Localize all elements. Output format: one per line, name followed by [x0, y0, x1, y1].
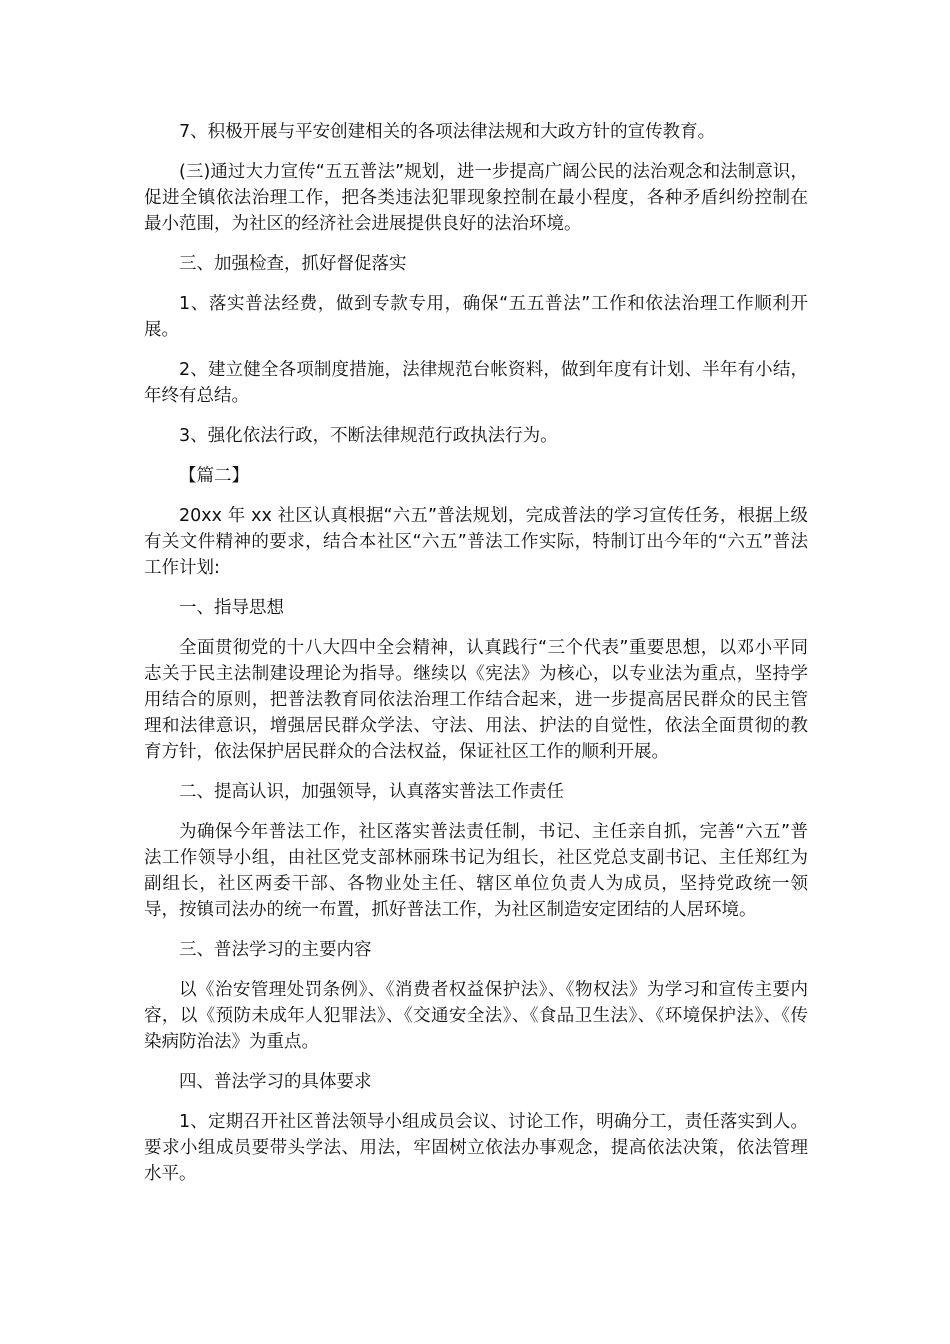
paragraph-intro: 20xx 年 xx 社区认真根据“六五”普法规划，完成普法的学习宣传任务，根据上级有关文件精神的要求，结合本社区“六五”普法工作实际，特制订出今年的“六五”普法工作计划:: [144, 506, 808, 578]
paragraph-section-3-legal-awareness: (三)通过大力宣传“五五普法”规划，进一步提高广阔公民的法治观念和法制意识，促进全镇依法治理工作，把各类违法犯罪现象控制在最小程度，各种矛盾纠纷控制在最小范围，为社区的经济社会进展提供良好的法治环境。: [144, 162, 808, 234]
heading-leadership: 二、提高认识，加强领导，认真落实普法工作责任: [179, 782, 564, 802]
heading-guiding-ideology: 一、指导思想: [179, 598, 284, 618]
heading-part-two: 【篇二】: [179, 466, 249, 486]
paragraph-item-7: 7、积极开展与平安创建相关的各项法律法规和大政方针的宣传教育。: [179, 122, 716, 142]
paragraph-leadership: 为确保今年普法工作，社区落实普法责任制，书记、主任亲自抓，完善“六五”普法工作领导小组，由社区党支部林丽珠书记为组长，社区党总支副书记、主任郑红为副组长，社区两委干部、各物业处主任、辖区单位负责人为成员，坚持党政统一领导，按镇司法办的统一布置，抓好普法工作，为社区制造安定团结的人居环境。: [144, 822, 808, 920]
paragraph-guiding-ideology: 全面贯彻党的十八大四中全会精神，认真践行“三个代表”重要思想，以邓小平同志关于民主法制建设理论为指导。继续以《宪法》为核心，以专业法为重点，坚持学用结合的原则，把普法教育同依法治理工作结合起来，进一步提高居民群众的民主管理和法律意识，增强居民群众学法、守法、用法、护法的自觉性，依法全面贯彻的教育方针，依法保护居民群众的合法权益，保证社区工作的顺利开展。: [144, 638, 808, 762]
heading-specific-requirements: 四、普法学习的具体要求: [179, 1072, 372, 1092]
document-body: [144, 119, 808, 1201]
paragraph-administration: 3、强化依法行政，不断法律规范行政执法行为。: [179, 426, 558, 446]
heading-strengthen-inspection: 三、加强检查，抓好督促落实: [179, 254, 407, 274]
paragraph-systems: 2、建立健全各项制度措施，法律规范台帐资料，做到年度有计划、半年有小结，年终有总结。: [144, 360, 808, 406]
paragraph-meetings: 1、定期召开社区普法领导小组成员会议、讨论工作，明确分工，责任落实到人。要求小组成员要带头学法、用法，牢固树立依法办事观念，提高依法决策，依法管理水平。: [144, 1112, 808, 1184]
paragraph-funding: 1、落实普法经费，做到专款专用，确保“五五普法”工作和依法治理工作顺利开展。: [144, 294, 808, 340]
heading-main-content: 三、普法学习的主要内容: [179, 940, 372, 960]
paragraph-main-content: 以《治安管理处罚条例》、《消费者权益保护法》、《物权法》为学习和宣传主要内容，以《预防未成年人犯罪法》、《交通安全法》、《食品卫生法》、《环境保护法》、《传染病防治法》为重点。: [144, 980, 808, 1052]
